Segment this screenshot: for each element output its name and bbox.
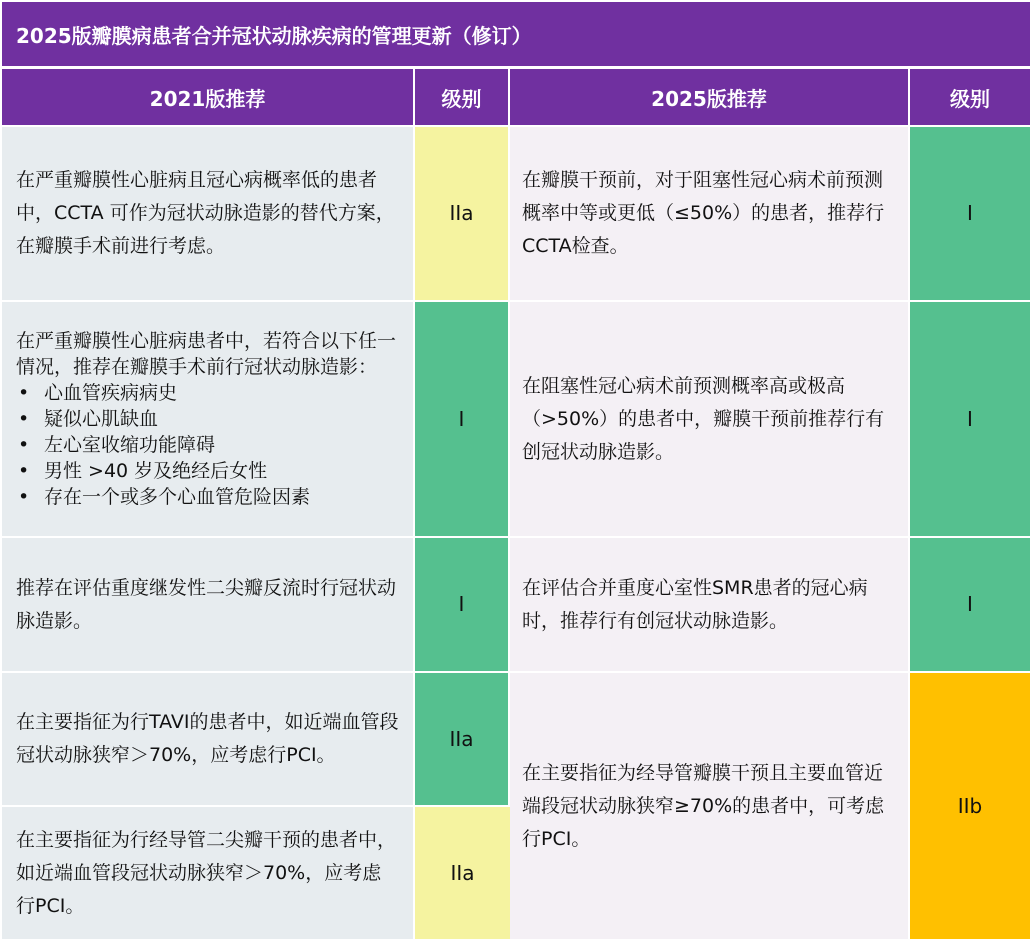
- old-grade-cell: IIa: [415, 127, 510, 302]
- header-2025-grade: 级别: [910, 69, 1030, 127]
- old-grade-cell: IIa: [415, 807, 510, 941]
- old-recommendation-cell: 在严重瓣膜性心脏病且冠心病概率低的患者中，CCTA 可作为冠状动脉造影的替代方案，在瓣膜手术前进行考虑。: [2, 127, 415, 302]
- table-row: [2, 673, 1030, 807]
- list-item: • 左心室收缩功能障碍: [16, 432, 399, 458]
- old-grade-cell: IIa: [415, 673, 510, 807]
- new-recommendation-cell: 在主要指征为经导管瓣膜干预且主要血管近端段冠状动脉狭窄≥70%的患者中，可考虑行PCI。: [510, 673, 910, 941]
- new-recommendation-cell: 在评估合并重度心室性SMR患者的冠心病时，推荐行有创冠状动脉造影。: [510, 538, 910, 673]
- old-recommendation-cell: [2, 302, 415, 538]
- old-grade-cell: I: [415, 538, 510, 673]
- recommendation-table: [2, 69, 1030, 941]
- new-grade-cell: I: [910, 127, 1030, 302]
- list-item: • 心血管疾病病史: [16, 380, 399, 406]
- table-header-row: [2, 69, 1030, 127]
- old-recommendation-cell: 在主要指征为行经导管二尖瓣干预的患者中，如近端血管段冠状动脉狭窄＞70%，应考虑行PCI。: [2, 807, 415, 941]
- new-grade-cell: IIb: [910, 673, 1030, 941]
- list-item: • 疑似心肌缺血: [16, 406, 399, 432]
- new-grade-cell: I: [910, 538, 1030, 673]
- criteria-list: [16, 380, 399, 510]
- header-2025-recommendation: 2025版推荐: [510, 69, 910, 127]
- old-recommendation-cell: 在主要指征为行TAVI的患者中，如近端血管段冠状动脉狭窄＞70%，应考虑行PCI。: [2, 673, 415, 807]
- new-grade-cell: I: [910, 302, 1030, 538]
- table-row: [2, 127, 1030, 302]
- header-2021-grade: 级别: [415, 69, 510, 127]
- header-2021-recommendation: 2021版推荐: [2, 69, 415, 127]
- table-row: [2, 302, 1030, 538]
- list-item: • 存在一个或多个心血管危险因素: [16, 484, 399, 510]
- old-recommendation-cell: 推荐在评估重度继发性二尖瓣反流时行冠状动脉造影。: [2, 538, 415, 673]
- old-recommendation-intro: 在严重瓣膜性心脏病患者中，若符合以下任一情况，推荐在瓣膜手术前行冠状动脉造影：: [16, 330, 397, 378]
- list-item: • 男性 >40 岁及绝经后女性: [16, 458, 399, 484]
- new-recommendation-cell: 在瓣膜干预前，对于阻塞性冠心病术前预测概率中等或更低（≤50%）的患者，推荐行CCTA检查。: [510, 127, 910, 302]
- page-title: 2025版瓣膜病患者合并冠状动脉疾病的管理更新（修订）: [2, 2, 1030, 66]
- new-recommendation-cell: 在阻塞性冠心病术前预测概率高或极高（>50%）的患者中，瓣膜干预前推荐行有创冠状动脉造影。: [510, 302, 910, 538]
- table-row: [2, 538, 1030, 673]
- old-grade-cell: I: [415, 302, 510, 538]
